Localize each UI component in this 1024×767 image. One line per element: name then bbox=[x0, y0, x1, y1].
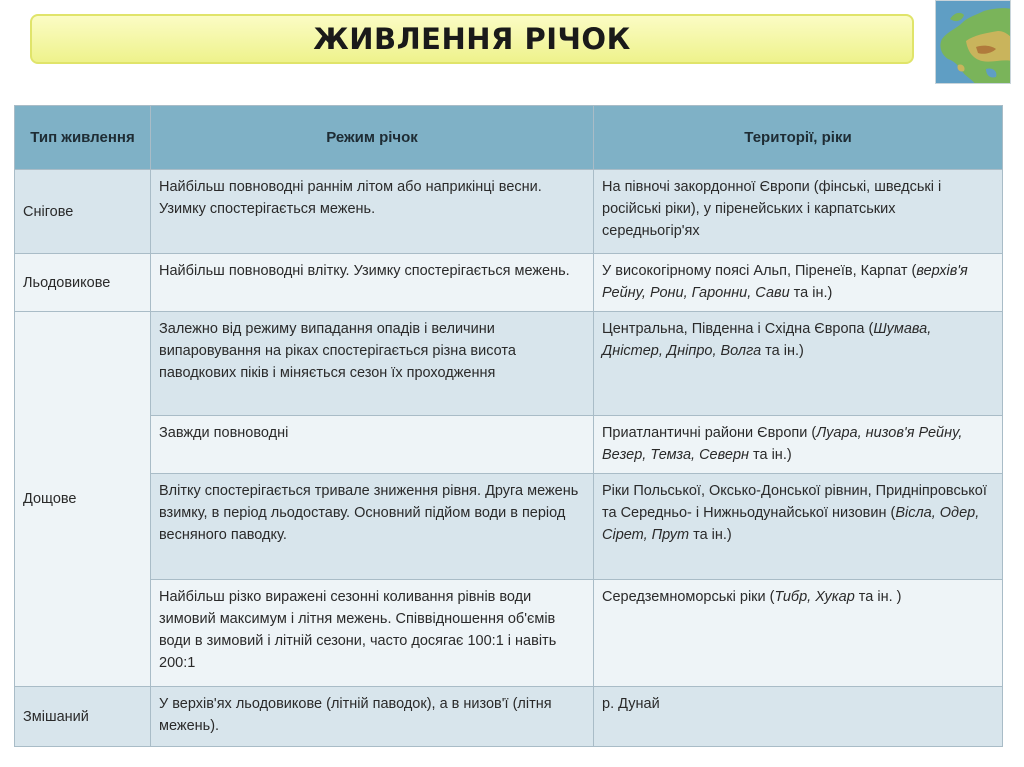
header-feeding-type: Тип живлення bbox=[15, 106, 151, 170]
territory-cell bbox=[594, 312, 1003, 416]
table-header-row bbox=[15, 106, 1003, 170]
table-row bbox=[15, 580, 1003, 687]
table-row bbox=[15, 474, 1003, 580]
territory-text: Приатлантичні райони Європи ( bbox=[602, 425, 817, 441]
territory-cell bbox=[594, 416, 1003, 474]
river-names: Тибр, Хукар bbox=[774, 589, 855, 605]
title-banner bbox=[30, 14, 914, 64]
header-river-regime: Режим річок bbox=[151, 106, 594, 170]
europe-map-graphic bbox=[936, 1, 1011, 84]
regime-cell: Завжди повноводні bbox=[151, 416, 594, 474]
type-cell-mixed: Змішаний bbox=[15, 687, 151, 747]
river-names: Шумава, Дністер, Дніпро, Волга bbox=[602, 321, 932, 359]
table-row bbox=[15, 312, 1003, 416]
type-cell-glacier: Льодовикове bbox=[15, 254, 151, 312]
territory-text: Ріки Польської, Оксько-Донської рівнин, Придніпровської та Середньо- і Нижньодунайської низовин ( bbox=[602, 483, 987, 521]
territory-text-end: та ін.) bbox=[761, 343, 804, 359]
territory-text: Центральна, Південна і Східна Європа ( bbox=[602, 321, 874, 337]
europe-map-icon bbox=[935, 0, 1011, 84]
type-cell-rain: Дощове bbox=[15, 312, 151, 687]
table-row bbox=[15, 170, 1003, 254]
table-row bbox=[15, 254, 1003, 312]
territory-text: У високогірному поясі Альп, Піренеїв, Карпат ( bbox=[602, 263, 917, 279]
territory-cell bbox=[594, 474, 1003, 580]
river-names: Луара, низов'я Рейну, Везер, Темза, Северн bbox=[602, 425, 963, 463]
territory-text-end: та ін.) bbox=[789, 285, 833, 301]
territory-text-end: та ін.) bbox=[689, 527, 732, 543]
territory-text: Середземноморські ріки ( bbox=[602, 589, 775, 605]
territory-cell: На півночі закордонної Європи (фінські, шведські і російські ріки), у піренейських і карпатських середньогір'ях bbox=[594, 170, 1003, 254]
regime-cell: У верхів'ях льодовикове (літній паводок), а в низов'ї (літня межень). bbox=[151, 687, 594, 747]
regime-cell: Найбільш повноводні влітку. Узимку спостерігається межень. bbox=[151, 254, 594, 312]
territory-cell: р. Дунай bbox=[594, 687, 1003, 747]
table-row bbox=[15, 687, 1003, 747]
river-feeding-table bbox=[14, 105, 1003, 747]
territory-cell bbox=[594, 580, 1003, 687]
header-territories: Території, ріки bbox=[594, 106, 1003, 170]
regime-cell: Найбільш різко виражені сезонні коливання рівнів води зимовий максимум і літня межень. Співвідношення об'ємів води в зимовий і літній сезони, часто досягає 100:1 і навіть 200:1 bbox=[151, 580, 594, 687]
territory-text-end: та ін. ) bbox=[854, 589, 902, 605]
territory-cell bbox=[594, 254, 1003, 312]
river-names: верхів'я Рейну, Рони, Гаронни, Сави bbox=[602, 263, 968, 301]
regime-cell: Влітку спостерігається тривале зниження рівня. Друга межень взимку, в період льодоставу. Основний підйом води в період весняного паводку. bbox=[151, 474, 594, 580]
river-names: Вісла, Одер, Сірет, Прут bbox=[602, 505, 980, 543]
type-cell-snow: Снігове bbox=[15, 170, 151, 254]
table-row bbox=[15, 416, 1003, 474]
regime-cell: Найбільш повноводні раннім літом або наприкінці весни. Узимку спостерігається межень. bbox=[151, 170, 594, 254]
territory-text-end: та ін.) bbox=[748, 447, 792, 463]
page-title: ЖИВЛЕННЯ РІЧОК bbox=[313, 22, 631, 56]
regime-cell: Залежно від режиму випадання опадів і величини випаровування на ріках спостерігається різна висота паводкових піків і міняється сезон їх проходження bbox=[151, 312, 594, 416]
